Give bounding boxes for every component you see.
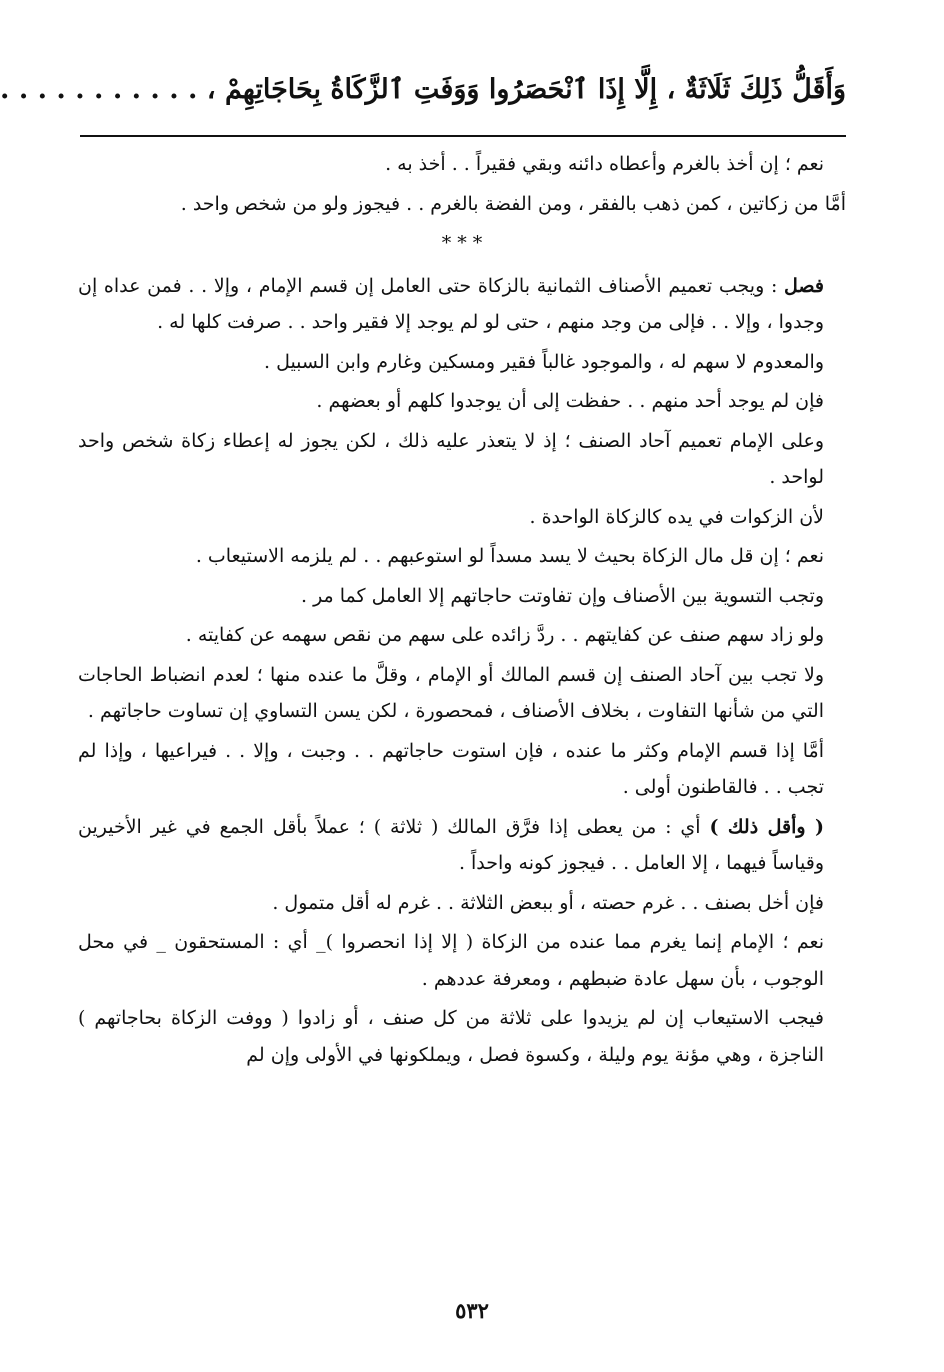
paragraph: فصل : ويجب تعميم الأصناف الثمانية بالزكاة حتى العامل إن قسم الإمام ، وإلا . . فمن عداه إن وجدوا ، وإلا . . فإلى من وجد منهم ، حتى لو لم يوجد إلا فقير واحد . . صرفت كلها له . [78,274,824,333]
paragraph: ( وأقل ذلك ) أي : من يعطى إذا فرَّق المالك ( ثلاثة ) ؛ عملاً بأقل الجمع في غير الأخيرين وقياساً فيهما ، إلا العامل . . فيجوز كونه واحداً . [78,815,824,874]
paragraph: نعم ؛ إن أخذ بالغرم وأعطاه دائنه وبقي فقيراً . . أخذ به . [385,153,824,175]
separator-rule [80,135,846,137]
matn-text: وَأَقَلُّ ذَلِكَ ثَلَاثَةٌ ، إِلَّا إِذَا ٱنْحَصَرُوا وَوَفَتِ ٱلزَّكَاةُ بِحَاجَاتِهِمْ ، . . . . . . . . . . . [0,74,846,105]
page-number: ٥٣٢ [455,1298,489,1323]
paragraph: أمَّا إذا قسم الإمام وكثر ما عنده ، فإن استوت حاجاتهم . . وجبت ، وإلا . . فيراعيها ، وإذا لم تجب . . فالقاطنون أولى . [78,739,824,798]
paragraph: فإن أخل بصنف . . غرم حصته ، أو ببعض الثلاثة . . غرم له أقل متمول . [272,891,824,914]
paragraph: ولا تجب بين آحاد الصنف إن قسم المالك أو الإمام ، وقلَّ ما عنده منها ؛ لعدم انضباط الحاجات التي من شأنها التفاوت ، بخلاف الأصناف ، فمحصورة ، لكن يسن التساوي إن تساوت حاجاتهم . [78,663,824,722]
section-separator-asterisks: * * * [441,232,483,254]
commentary-body [78,146,846,1076]
paragraph: نعم ؛ إن قل مال الزكاة بحيث لا يسد مسداً لو استوعبهم . . لم يلزمه الاستيعاب . [195,545,824,567]
paragraph: فيجب الاستيعاب إن لم يزيدوا على ثلاثة من كل صنف ، أو زادوا ( ووفت الزكاة بحاجاتهم ) الناجزة ، وهي مؤنة يوم وليلة ، وكسوة فصل ، ويملكونها في الأولى وإن لم [78,1007,824,1066]
paragraph: وعلى الإمام تعميم آحاد الصنف ؛ إذ لا يتعذر عليه ذلك ، لكن يجوز له إعطاء زكاة شخص واحد لواحد . [78,429,824,488]
paragraph: لأن الزكوات في يده كالزكاة الواحدة . [529,505,824,528]
paragraph: نعم ؛ الإمام إنما يغرم مما عنده من الزكاة ( إلا إذا انحصروا )_ أي : المستحقون _ في محل الوجوب ، بأن سهل عادة ضبطهم ، ومعرفة عددهم . [78,931,824,990]
paragraph: وتجب التسوية بين الأصناف وإن تفاوتت حاجاتهم إلا العامل كما مر . [300,584,824,607]
paragraph: فإن لم يوجد أحد منهم . . حفظت إلى أن يوجدوا كلهم أو بعضهم . [316,390,824,412]
paragraph: والمعدوم لا سهم له ، والموجود غالباً فقير ومسكين وغارم وابن السبيل . [263,350,824,373]
paragraph: ولو زاد سهم صنف عن كفايتهم . . ردَّ زائده على سهم من نقص سهمه عن كفايته . [185,624,824,646]
paragraph: أمَّا من زكاتين ، كمن ذهب بالفقر ، ومن الفضة بالغرم . . فيجوز ولو من شخص واحد . [180,192,846,215]
